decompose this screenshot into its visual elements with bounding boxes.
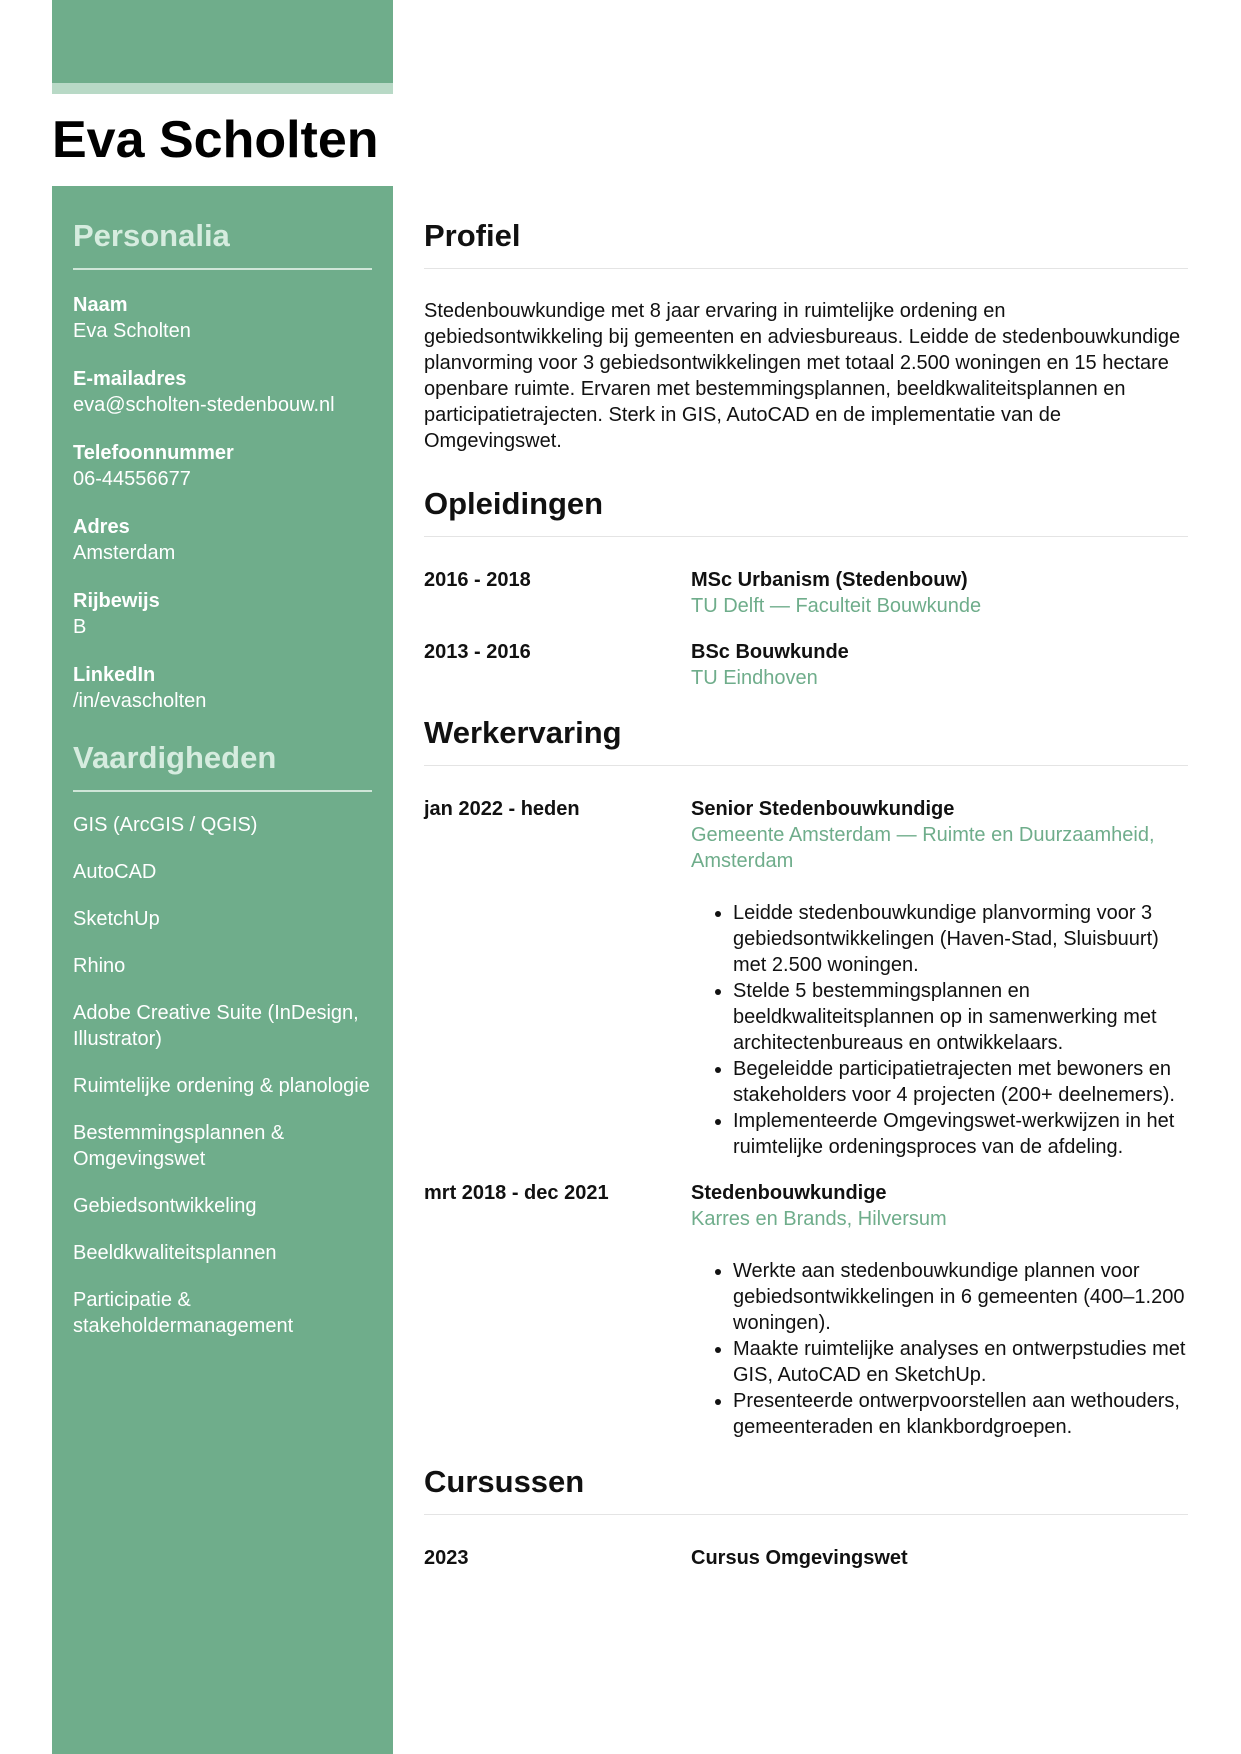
personal-field [73,514,372,566]
main-content [424,214,1188,1591]
entry-row [424,1545,1188,1571]
experience-entries [424,796,1188,1440]
personal-field-label: Telefoonnummer [73,442,234,464]
entry-subtitle: TU Delft — Faculteit Bouwkunde [691,595,982,617]
course-entries [424,1545,1188,1571]
sidebar-accent-stripe [52,83,393,94]
experience-section [424,711,1188,1440]
courses-section [424,1460,1188,1571]
education-entries [424,567,1188,691]
skill-item: AutoCAD [73,861,157,883]
skill-item: GIS (ArcGIS / QGIS) [73,814,258,836]
entry-title: Cursus Omgevingswet [691,1547,908,1569]
personal-field-value: /in/evascholten [73,690,207,712]
entry-subtitle: Karres en Brands, Hilversum [691,1208,947,1230]
personal-field-value: B [73,616,87,638]
profile-text: Stedenbouwkundige met 8 jaar ervaring in ruimtelijke ordening en gebiedsontwikkeling bij gemeenten en adviesbureaus. Leidde de stedenbouwkundige planvorming voor 3 gebiedsontwikkelingen met totaal 2.500 woningen en 15 hectare openbare ruimte. Ervaren met bestemmingsplannen, beeldkwaliteitsplannen en participatietrajecten. Sterk in GIS, AutoCAD en de implementatie van de Omgevingswet. [424,300,1181,452]
entry-row [424,796,1188,1160]
entry-bullet: • Werkte aan stedenbouwkundige plannen voor gebiedsontwikkelingen in 6 gemeenten (400–1.200 woningen). [733,1258,1188,1336]
entry-title: BSc Bouwkunde [691,641,849,663]
personal-field [73,662,372,714]
personal-field-label: Adres [73,516,130,538]
skill-item: Beeldkwaliteitsplannen [73,1242,277,1264]
entry-bullet: • Implementeerde Omgevingswet-werkwijzen in het ruimtelijke ordeningsproces van de afdeling. [733,1108,1188,1160]
skill-item: Rhino [73,955,126,977]
courses-title: Cursussen [424,1460,1188,1515]
skills-section-title: Vaardigheden [73,736,372,792]
entry-bullet-list [691,900,1188,1160]
candidate-name: Eva Scholten [52,111,379,169]
entry-body [691,639,1188,691]
personal-field-label: E-mailadres [73,368,187,390]
entry-bullet-list [691,1258,1188,1440]
skill-item: Ruimtelijke ordening & planologie [73,1075,370,1097]
education-section [424,482,1188,691]
entry-row [424,639,1188,691]
entry-bullet: • Presenteerde ontwerpvoorstellen aan wethouders, gemeenteraden en klankbordgroepen. [733,1388,1188,1440]
entry-subtitle: Gemeente Amsterdam — Ruimte en Duurzaamheid, Amsterdam [691,824,1155,872]
entry-bullet: • Maakte ruimtelijke analyses en ontwerpstudies met GIS, AutoCAD en SketchUp. [733,1336,1188,1388]
entry-body [691,1545,1188,1571]
entry-body [691,1180,1188,1440]
entry-row [424,1180,1188,1440]
entry-title: MSc Urbanism (Stedenbouw) [691,569,968,591]
skill-item: Bestemmingsplannen & Omgevingswet [73,1122,285,1170]
personal-field-value: eva@scholten-stedenbouw.nl [73,394,335,416]
entry-date: 2013 - 2016 [424,641,531,663]
personal-section-title: Personalia [73,214,372,270]
education-title: Opleidingen [424,482,1188,537]
entry-row [424,567,1188,619]
personal-fields [73,292,372,714]
skills-list [73,812,372,1339]
personal-field [73,588,372,640]
entry-date: jan 2022 - heden [424,798,580,820]
entry-bullet: • Stelde 5 bestemmingsplannen en beeldkwaliteitsplannen op in samenwerking met architectenbureaus en ontwikkelaars. [733,978,1188,1056]
entry-bullet: • Begeleidde participatietrajecten met bewoners en stakeholders voor 4 projecten (200+ deelnemers). [733,1056,1188,1108]
personal-field-label: Rijbewijs [73,590,160,612]
personal-field-value: 06-44556677 [73,468,191,490]
entry-body [691,567,1188,619]
personal-field-label: LinkedIn [73,664,156,686]
profile-title: Profiel [424,214,1188,269]
entry-title: Senior Stedenbouwkundige [691,798,955,820]
personal-field [73,366,372,418]
entry-date: 2016 - 2018 [424,569,531,591]
entry-body [691,796,1188,1160]
profile-section [424,214,1188,454]
personal-field-value: Eva Scholten [73,320,191,342]
personal-field [73,292,372,344]
experience-title: Werkervaring [424,711,1188,766]
entry-bullet: • Leidde stedenbouwkundige planvorming voor 3 gebiedsontwikkelingen (Haven-Stad, Sluisbuurt) met 2.500 woningen. [733,900,1188,978]
sidebar [73,214,372,1360]
skill-item: Gebiedsontwikkeling [73,1195,257,1217]
skill-item: Adobe Creative Suite (InDesign, Illustrator) [73,1002,359,1050]
entry-title: Stedenbouwkundige [691,1182,887,1204]
skill-item: Participatie & stakeholdermanagement [73,1289,294,1337]
personal-field-value: Amsterdam [73,542,176,564]
entry-subtitle: TU Eindhoven [691,667,818,689]
skill-item: SketchUp [73,908,160,930]
entry-date: mrt 2018 - dec 2021 [424,1182,609,1204]
personal-field [73,440,372,492]
personal-field-label: Naam [73,294,128,316]
entry-date: 2023 [424,1547,469,1569]
